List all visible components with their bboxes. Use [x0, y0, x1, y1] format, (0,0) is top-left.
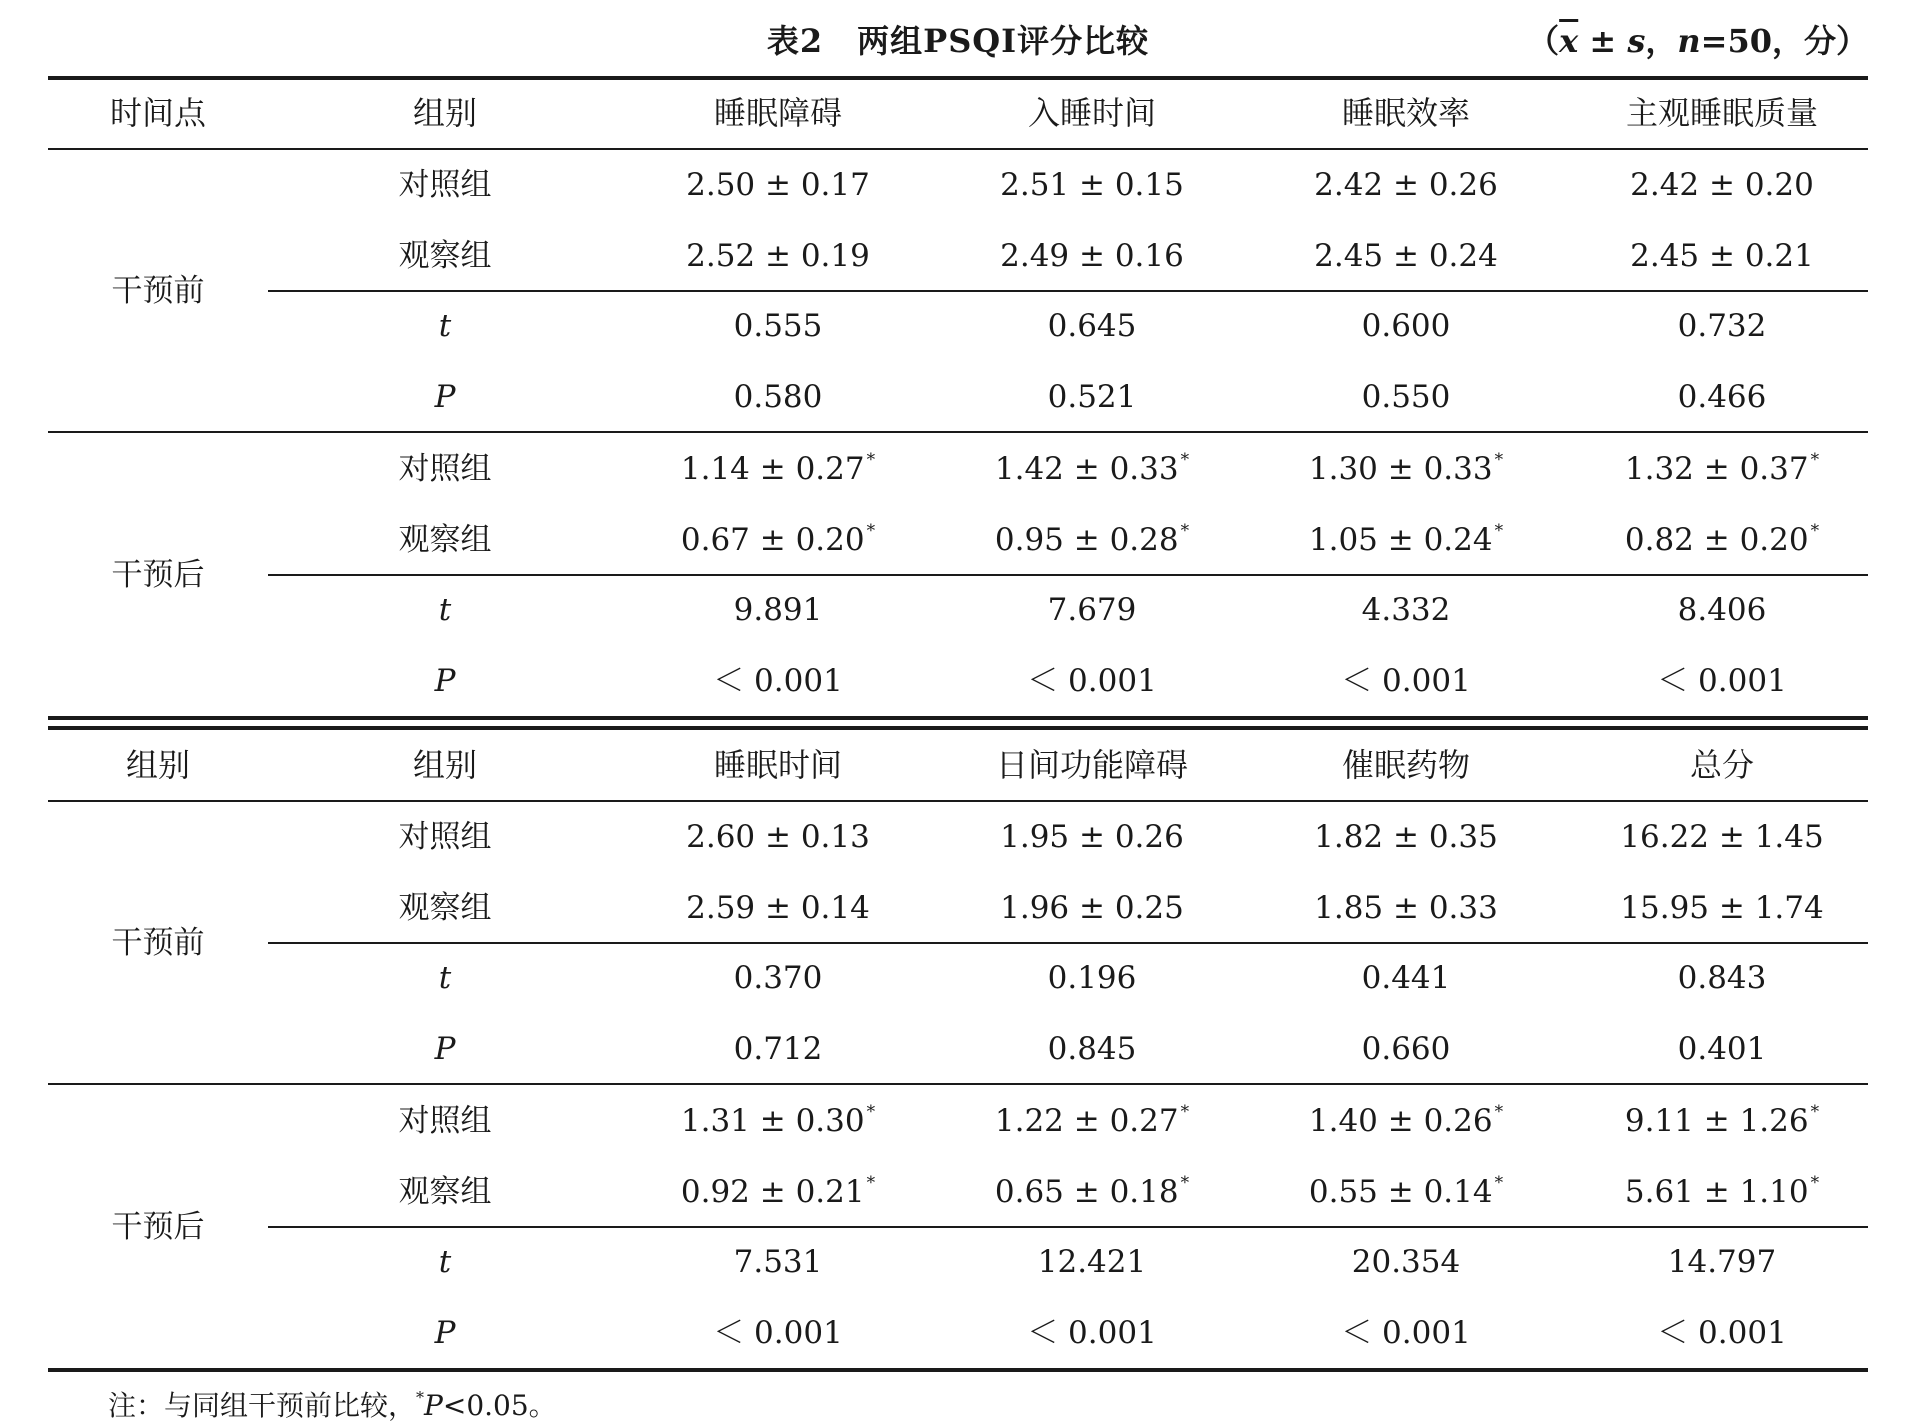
row-label-text: 对照组 [398, 819, 492, 855]
row-label [325, 1298, 565, 1368]
row-label [325, 646, 565, 716]
table-cell-text: 0.370 [733, 960, 823, 996]
unit-close-paren: ） [1835, 22, 1868, 60]
table-cell-text: 14.797 [1667, 1244, 1777, 1280]
table-cell [628, 1227, 928, 1297]
table-cell [1256, 1157, 1556, 1227]
significance-mark: * [866, 450, 876, 470]
table-cell [1256, 1086, 1556, 1156]
significance-mark: * [1810, 1172, 1820, 1193]
column-header [1572, 78, 1872, 148]
table-cell-text: 20.354 [1351, 1244, 1461, 1280]
column-header-text: 睡眠效率 [1341, 94, 1470, 132]
stats-divider-rule [268, 1226, 1868, 1228]
unit-open-paren: （ [1527, 22, 1560, 60]
table-cell [628, 873, 928, 943]
table-cell-text: 7.679 [1047, 592, 1137, 628]
column-header [58, 730, 258, 800]
table-cell-text: 1.85 ± 0.33 [1314, 889, 1498, 926]
table-cell [1572, 1014, 1872, 1084]
significance-mark: * [1810, 520, 1820, 541]
table-cell [628, 221, 928, 291]
table-cell [1256, 802, 1556, 872]
table-cell-text: 0.82 ± 0.20 [1624, 521, 1809, 558]
table-cell-text: 0.660 [1361, 1030, 1451, 1067]
row-label-text: t [438, 960, 452, 996]
table-unit-note [1527, 16, 1868, 62]
significance-mark: * [1494, 450, 1504, 470]
table-title-text: 两组PSQI评分比较 [857, 22, 1150, 60]
column-header-text: 组别 [125, 746, 190, 784]
row-label-text: 观察组 [398, 889, 492, 926]
unit-mean-symbol: $\overline{x}$ [1559, 22, 1579, 60]
significance-mark: * [1494, 520, 1504, 541]
row-label-text: 观察组 [398, 1173, 492, 1210]
table-cell-text: ＜ 0.001 [1657, 1314, 1787, 1351]
table-cell-text: 1.31 ± 0.30 [680, 1103, 865, 1139]
table-cell [1256, 1014, 1556, 1084]
unit-pm: ± [1578, 22, 1628, 60]
row-label-text: P [434, 1030, 456, 1067]
footnote-threshold: <0.05。 [442, 1389, 557, 1422]
table-cell [942, 943, 1242, 1013]
table-cell [1572, 646, 1872, 716]
table-cell-text: ＜ 0.001 [713, 1314, 843, 1351]
column-header-text: 时间点 [109, 94, 206, 132]
table-cell [1256, 505, 1556, 575]
table-cell-text: 2.42 ± 0.26 [1314, 167, 1498, 203]
table-cell-text: 0.196 [1047, 960, 1137, 996]
table-cell-text: 5.61 ± 1.10 [1624, 1173, 1809, 1210]
table-cell [1256, 150, 1556, 220]
table-cell [942, 1157, 1242, 1227]
column-header [1256, 78, 1556, 148]
table-cell [628, 1157, 928, 1227]
stats-divider-rule [268, 574, 1868, 576]
row-label [325, 873, 565, 943]
significance-mark: * [866, 1172, 876, 1193]
significance-mark: * [1810, 450, 1820, 470]
table-cell [628, 291, 928, 361]
row-label [325, 575, 565, 645]
table-cell [942, 802, 1242, 872]
timepoint-label-text: 干预后 [111, 557, 205, 593]
table-cell-text: 0.441 [1361, 960, 1451, 996]
table-cell [1256, 1298, 1556, 1368]
table-cell-text: ＜ 0.001 [713, 662, 843, 699]
column-header [325, 730, 565, 800]
table-cell [1256, 646, 1556, 716]
table-cell [1256, 1227, 1556, 1297]
table-cell [1572, 291, 1872, 361]
table-cell [942, 434, 1242, 504]
table-cell [1572, 802, 1872, 872]
row-label [325, 505, 565, 575]
table-cell-text: 7.531 [733, 1244, 823, 1280]
table-cell-text: 1.32 ± 0.37 [1624, 451, 1809, 487]
column-header [325, 78, 565, 148]
table-cell [1256, 873, 1556, 943]
unit-n-symbol: n [1677, 22, 1701, 60]
significance-mark: * [1180, 1102, 1190, 1122]
table-cell-text: 0.645 [1047, 308, 1137, 344]
block-divider-rule [48, 431, 1868, 433]
row-label-text: t [438, 308, 452, 344]
unit-n-value: =50，分 [1700, 22, 1836, 60]
table-cell-text: 2.59 ± 0.14 [686, 889, 870, 926]
column-header [628, 78, 928, 148]
table-cell [628, 646, 928, 716]
table-cell [1572, 150, 1872, 220]
stats-divider-rule [268, 942, 1868, 944]
table-cell [628, 1014, 928, 1084]
table-caption [48, 10, 1868, 62]
table-cell-text: 8.406 [1677, 592, 1767, 628]
table-cell [1256, 362, 1556, 432]
significance-mark: * [866, 520, 876, 541]
table-cell [1572, 434, 1872, 504]
table-cell-text: 0.843 [1677, 960, 1767, 996]
column-header-text: 日间功能障碍 [995, 746, 1188, 784]
table-footnote [108, 1384, 557, 1424]
significance-mark: * [1494, 1172, 1504, 1193]
column-header [1572, 730, 1872, 800]
table-cell-text: 12.421 [1037, 1244, 1147, 1280]
table-cell [628, 1086, 928, 1156]
column-header-text: 催眠药物 [1341, 746, 1470, 784]
significance-mark: * [1180, 450, 1190, 470]
table-cell [1572, 1157, 1872, 1227]
table-cell [942, 221, 1242, 291]
column-header [58, 78, 258, 148]
table-cell [942, 1227, 1242, 1297]
significance-mark: * [1810, 1102, 1820, 1122]
table-cell-text: 2.51 ± 0.15 [1000, 167, 1184, 203]
table-cell [942, 150, 1242, 220]
row-label-text: P [434, 378, 456, 415]
column-header [628, 730, 928, 800]
table-cell-text: 1.22 ± 0.27 [994, 1103, 1179, 1139]
table-cell [1256, 291, 1556, 361]
table-cell [628, 434, 928, 504]
table-cell [628, 362, 928, 432]
column-header-text: 主观睡眠质量 [1625, 94, 1818, 132]
table-cell [942, 646, 1242, 716]
column-header-text: 睡眠障碍 [713, 94, 842, 132]
table-cell-text: ＜ 0.001 [1657, 662, 1787, 699]
timepoint-label-text: 干预前 [111, 273, 205, 309]
table-cell-text: 0.92 ± 0.21 [680, 1173, 865, 1210]
column-header [1256, 730, 1556, 800]
table-cell [942, 873, 1242, 943]
timepoint-label-text: 干预后 [111, 1209, 205, 1245]
row-label-text: P [434, 1314, 456, 1351]
table-cell [1572, 1086, 1872, 1156]
table-cell-text: 0.521 [1047, 378, 1137, 415]
row-label [325, 802, 565, 872]
table-cell-text: 0.580 [733, 378, 823, 415]
row-label [325, 943, 565, 1013]
column-header [942, 78, 1242, 148]
row-label-text: 对照组 [398, 167, 492, 203]
table-cell-text: 1.82 ± 0.35 [1314, 819, 1498, 855]
row-label [325, 362, 565, 432]
table-cell-text: 0.466 [1677, 378, 1767, 415]
table-cell [942, 1298, 1242, 1368]
significance-mark: * [1180, 520, 1190, 541]
table-cell-text: 2.45 ± 0.21 [1630, 237, 1814, 274]
table-cell-text: 0.732 [1677, 308, 1767, 344]
table-cell [942, 291, 1242, 361]
table-cell [628, 1298, 928, 1368]
table-cell [628, 150, 928, 220]
table-cell-text: 1.14 ± 0.27 [680, 451, 865, 487]
table-cell-text: 2.50 ± 0.17 [686, 167, 870, 203]
timepoint-label [58, 540, 258, 610]
row-label-text: 对照组 [398, 1103, 492, 1139]
table-cell-text: 0.550 [1361, 378, 1451, 415]
table-cell-text: 0.67 ± 0.20 [680, 521, 865, 558]
table-cell [1572, 1227, 1872, 1297]
table-cell-text: 0.65 ± 0.18 [994, 1173, 1179, 1210]
significance-mark: * [1494, 1102, 1504, 1122]
table-cell-text: 1.96 ± 0.25 [1000, 889, 1184, 926]
row-label-text: P [434, 662, 456, 699]
column-header-text: 组别 [412, 746, 477, 784]
row-label-text: 观察组 [398, 521, 492, 558]
timepoint-label-text: 干预前 [111, 925, 205, 961]
table-cell [942, 1014, 1242, 1084]
table-cell [1572, 873, 1872, 943]
table-cell [628, 575, 928, 645]
footnote-p-symbol: P [424, 1389, 443, 1422]
row-label [325, 1227, 565, 1297]
table-cell-text: 2.45 ± 0.24 [1314, 237, 1498, 274]
table-cell-text: 1.30 ± 0.33 [1308, 451, 1493, 487]
table-cell [1572, 575, 1872, 645]
section-double-rule-top [48, 716, 1868, 720]
table-cell-text: 0.95 ± 0.28 [994, 521, 1179, 558]
column-header-text: 组别 [412, 94, 477, 132]
table-cell-text: 2.49 ± 0.16 [1000, 237, 1184, 274]
row-label [325, 1157, 565, 1227]
table-cell-text: 0.401 [1677, 1030, 1767, 1067]
row-label [325, 434, 565, 504]
column-header-text: 总分 [1689, 746, 1754, 784]
table-cell-text: 15.95 ± 1.74 [1620, 889, 1824, 926]
table-cell-text: 2.52 ± 0.19 [686, 237, 870, 274]
table-cell [942, 575, 1242, 645]
table-cell [1572, 1298, 1872, 1368]
table-cell-text: 2.42 ± 0.20 [1630, 167, 1814, 203]
unit-separator: ， [1645, 22, 1678, 60]
table-cell [942, 362, 1242, 432]
table-cell [1256, 434, 1556, 504]
table-cell-text: 0.55 ± 0.14 [1308, 1173, 1493, 1210]
column-header [942, 730, 1242, 800]
table-cell-text: 0.712 [733, 1030, 823, 1067]
table-cell-text: 1.40 ± 0.26 [1308, 1103, 1493, 1139]
table-cell [1572, 362, 1872, 432]
table-cell [628, 943, 928, 1013]
unit-sd-symbol: s [1627, 22, 1646, 60]
timepoint-label [58, 1192, 258, 1262]
table-cell [1256, 575, 1556, 645]
table-cell-text: 1.05 ± 0.24 [1308, 521, 1493, 558]
row-label [325, 1014, 565, 1084]
row-label-text: 对照组 [398, 451, 492, 487]
row-label [325, 150, 565, 220]
table-cell [1256, 943, 1556, 1013]
column-header-text: 睡眠时间 [713, 746, 842, 784]
footnote-text: 注：与同组干预前比较， [108, 1389, 417, 1422]
table-cell-text: 4.332 [1361, 592, 1451, 628]
row-label [325, 1086, 565, 1156]
table-cell [1572, 505, 1872, 575]
table-cell-text: 1.42 ± 0.33 [994, 451, 1179, 487]
table-cell-text: 9.891 [733, 592, 823, 628]
column-header-text: 入睡时间 [1027, 94, 1156, 132]
table-cell-text: 16.22 ± 1.45 [1620, 819, 1824, 855]
row-label-text: 观察组 [398, 237, 492, 274]
row-label-text: t [438, 592, 452, 628]
block-divider-rule [48, 1083, 1868, 1085]
table-cell [1256, 221, 1556, 291]
table-cell [628, 802, 928, 872]
stats-divider-rule [268, 290, 1868, 292]
table-cell-text: ＜ 0.001 [1027, 1314, 1157, 1351]
timepoint-label [58, 256, 258, 326]
table-cell [1572, 221, 1872, 291]
table-cell-text: 0.845 [1047, 1030, 1137, 1067]
table-cell-text: ＜ 0.001 [1027, 662, 1157, 699]
table-cell-text: 9.11 ± 1.26 [1624, 1103, 1809, 1139]
table-number: 表2 [766, 22, 824, 60]
footnote-mark: * [416, 1388, 425, 1407]
row-label [325, 291, 565, 361]
table-cell-text: ＜ 0.001 [1341, 1314, 1471, 1351]
significance-mark: * [1180, 1172, 1190, 1193]
row-label [325, 221, 565, 291]
row-label-text: t [438, 1244, 452, 1280]
table-cell-text: 1.95 ± 0.26 [1000, 819, 1184, 855]
table-cell [628, 505, 928, 575]
table-cell [942, 505, 1242, 575]
significance-mark: * [866, 1102, 876, 1122]
table-cell [942, 1086, 1242, 1156]
table-cell-text: 0.600 [1361, 308, 1451, 344]
table-cell-text: 0.555 [733, 308, 823, 344]
table-cell-text: ＜ 0.001 [1341, 662, 1471, 699]
timepoint-label [58, 908, 258, 978]
table-bottom-rule [48, 1368, 1868, 1372]
table-cell [1572, 943, 1872, 1013]
table-cell-text: 2.60 ± 0.13 [686, 819, 870, 855]
